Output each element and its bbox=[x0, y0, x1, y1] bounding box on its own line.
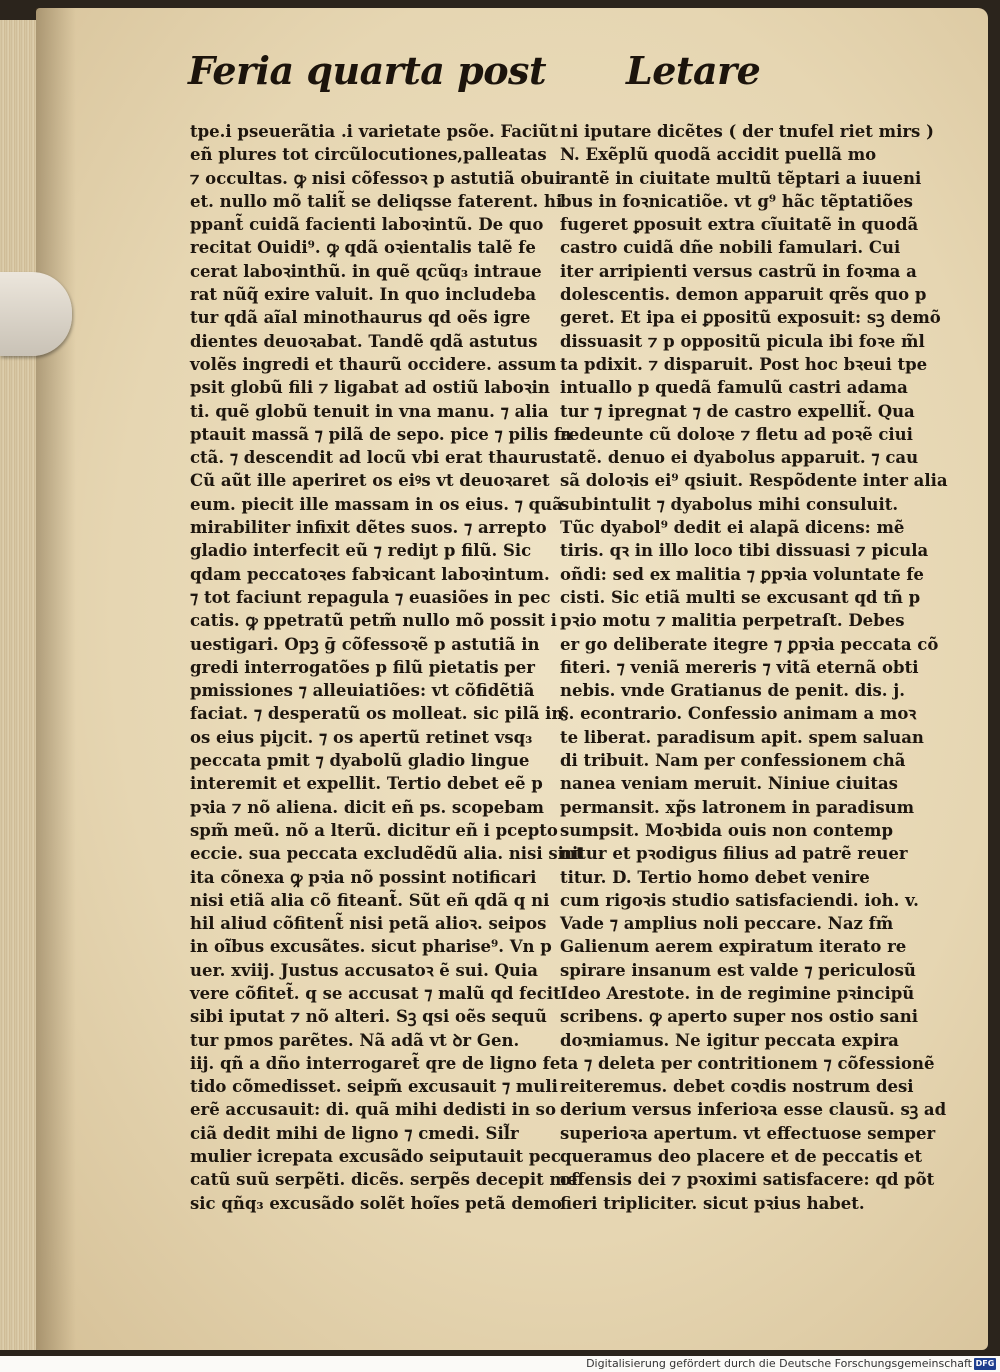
text-line: dolescentis. demon apparuit qrẽs quo p bbox=[560, 285, 927, 305]
text-line: scribens. ꝙ aperto super nos ostio sani bbox=[560, 1007, 919, 1027]
text-line: et. nullo mõ talit̃ se deliqsse faterent. hi bbox=[190, 191, 563, 211]
text-line: os eius piȷcit. ⁊ os apertũ retinet vsq₃ bbox=[190, 727, 533, 747]
text-line: tido cõmedisset. seipm̃ excusauit ⁊ muli bbox=[190, 1077, 558, 1097]
text-line: tur pmos parẽtes. Nã adã vt ꝺr Gen. bbox=[190, 1030, 520, 1050]
text-line: fieri tripliciter. sicut pꝛius habet. bbox=[560, 1193, 865, 1213]
text-line: er go deliberate itegre ⁊ ꝑpꝛia peccata cõ bbox=[560, 634, 939, 654]
text-line: nebis. vnde Gratianus de penit. dis. j. bbox=[560, 681, 906, 701]
text-line: catũ suũ serpẽti. dicẽs. serpẽs decepit me bbox=[190, 1170, 578, 1190]
text-line: Ideo Arestote. in de regimine pꝛincipũ bbox=[560, 983, 915, 1003]
text-line: N. Exẽplũ quodã accidit puellã mo bbox=[560, 145, 877, 165]
text-line: geret. Et ipa ei ꝑpositũ exposuit: sꝫ demõ bbox=[560, 308, 941, 328]
text-line: tur qdã aĩal minothaurus qd oẽs igre bbox=[190, 308, 531, 328]
text-line: vere cõfitet̃. q se accusat ⁊ malũ qd fecit bbox=[190, 983, 561, 1003]
text-line: ta pdixit. ⁊ disparuit. Post hoc bꝛeui tpe bbox=[560, 354, 928, 374]
text-line: tur ⁊ ipregnat ⁊ de castro expellit̃. Qua bbox=[560, 401, 915, 421]
running-head-left: Feria quarta post bbox=[188, 48, 546, 93]
text-line: interemit et expellit. Tertio debet eẽ p bbox=[190, 774, 543, 794]
text-line: rantẽ in ciuitate multũ tẽptari a iuueni bbox=[560, 168, 922, 188]
text-line: ctã. ⁊ descendit ad locũ vbi erat thaurus bbox=[190, 448, 561, 468]
text-line: iter arripienti versus castrũ in foꝛma a bbox=[560, 261, 917, 281]
text-line: pꝛio motu ⁊ malitia perpetraſt. Debes bbox=[560, 611, 905, 631]
text-line: eccie. sua peccata excludẽdũ alia. nisi sint bbox=[190, 844, 584, 864]
text-line: fiteri. ⁊ veniã mereris ⁊ vitã eternã obti bbox=[560, 657, 919, 677]
text-line: erẽ accusauit: di. quã mihi dedisti in so bbox=[190, 1100, 556, 1120]
text-line: ciã dedit mihi de ligno ⁊ cmedi. Sil̃r bbox=[190, 1123, 519, 1143]
text-line: gredi interrogatões p filũ pietatis per bbox=[190, 657, 535, 677]
text-line: iij. qñ a dño interrogaret̃ qre de ligno fe bbox=[190, 1053, 561, 1073]
text-line: psit globũ fili ⁊ ligabat ad ostiũ laboꝛin bbox=[190, 378, 550, 398]
text-line: ni iputare dicẽtes ( der tnufel riet mirs ) bbox=[560, 122, 934, 141]
text-line: queramus deo placere et de peccatis et bbox=[560, 1147, 923, 1167]
text-line: tiris. qꝛ in illo loco tibi dissuasi ⁊ picula bbox=[560, 541, 929, 561]
text-line: mirabiliter infixit dẽtes suos. ⁊ arrepto bbox=[190, 518, 547, 538]
text-line: ⁊ tot faciunt repagula ⁊ euasiões in pec bbox=[190, 587, 551, 607]
text-line: tatẽ. denuo ei dyabolus apparuit. ⁊ cau bbox=[560, 448, 919, 468]
funding-credit: Digitalisierung gefördert durch die Deutsche Forschungsgemeinschaft bbox=[586, 1357, 972, 1370]
text-line: hil aliud cõfitent̃ nisi petã alioꝛ. seipos bbox=[190, 914, 547, 934]
running-head-right: Letare bbox=[626, 48, 761, 93]
text-line: eñ plures tot circũlocutiones,palleatas bbox=[190, 145, 547, 165]
text-line: Cũ aũt ille aperiret os eiꝰs vt deuoꝛaret bbox=[190, 471, 550, 491]
text-column-left bbox=[190, 120, 584, 1215]
text-line: pmissiones ⁊ alleuiatiões: vt cõfidẽtiã bbox=[190, 681, 535, 701]
text-line: spm̃ meũ. nõ a lterũ. dicitur eñ i pcepto bbox=[190, 820, 558, 840]
text-line: di tribuit. Nam per confessionem chã bbox=[560, 751, 906, 771]
book-page-edges bbox=[0, 20, 40, 1350]
text-line: catis. ꝙ ppetratũ petm̃ nullo mõ possit i bbox=[190, 611, 557, 631]
text-line: sibi iputat ⁊ nõ alteri. Sꝫ qsi oẽs sequũ bbox=[190, 1007, 547, 1027]
text-line: permansit. xp̃s latronem in paradisum bbox=[560, 797, 915, 817]
text-line: tpe.i pseuerãtia .i varietate psõe. Faciũt bbox=[190, 122, 558, 141]
text-line: peccata pmit ⁊ dyabolũ gladio lingue bbox=[190, 751, 530, 771]
text-line: uer. xviij. Justus accusatoꝛ ẽ sui. Quia bbox=[190, 960, 538, 980]
text-line: mulier icrepata excusãdo seiputauit pec bbox=[190, 1147, 561, 1167]
text-line: Tũc dyabol⁹ dedit ei alapã dicens: mẽ bbox=[560, 518, 905, 538]
text-line: sã doloꝛis ei⁹ qsiuit. Respõdente inter alia bbox=[560, 471, 948, 491]
text-line: ta ⁊ deleta per contritionem ⁊ cõfessionẽ bbox=[560, 1053, 935, 1073]
text-line: ita cõnexa ꝙ pꝛia nõ possint notificari bbox=[190, 867, 537, 887]
text-line: uestigari. Opꝫ ḡ cõfessoꝛẽ p astutiã in bbox=[190, 634, 540, 654]
text-line: nisi etiã alia cõ fiteant̃. Sũt eñ qdã q ni bbox=[190, 890, 550, 910]
text-line: spirare insanum est valde ⁊ periculosũ bbox=[560, 960, 916, 980]
text-line: fugeret ꝑposuit extra cĩuitatẽ in quodã bbox=[560, 215, 919, 235]
text-line: sumpsit. Moꝛbida ouis non contemp bbox=[560, 820, 894, 840]
text-line: gladio interfecit eũ ⁊ rediȷt p filũ. Sic bbox=[190, 541, 532, 561]
text-line: volẽs ingredi et thaurũ occidere. assum bbox=[190, 354, 557, 374]
text-line: eum. piecit ille massam in os eius. ⁊ quã bbox=[190, 494, 563, 514]
text-line: bus in foꝛnicatiõe. vt g⁹ hãc tẽptatiões bbox=[560, 191, 913, 211]
text-line: ppant̃ cuidã facienti laboꝛintũ. De quo bbox=[190, 215, 544, 235]
text-line: cisti. Sic etiã multi se excusant qd tñ p bbox=[560, 587, 921, 607]
text-line: recitat Ouidi⁹. ꝙ qdã oꝛientalis talẽ fe bbox=[190, 238, 536, 258]
text-line: in oĩbus excusãtes. sicut pharise⁹. Vn p bbox=[190, 937, 552, 957]
text-line: §. econtrario. Confessio animam a moꝛ bbox=[560, 704, 917, 724]
text-line: ti. quẽ globũ tenuit in vna manu. ⁊ alia bbox=[190, 401, 549, 421]
text-line: faciat. ⁊ desperatũ os molleat. sic pilã in bbox=[190, 704, 564, 724]
text-line: redeunte cũ doloꝛe ⁊ fletu ad poꝛẽ ciui bbox=[560, 424, 913, 444]
text-line: pꝛia ⁊ nõ aliena. dicit eñ ps. scopebam bbox=[190, 797, 544, 817]
text-line: Galienum aerem expiratum iterato re bbox=[560, 937, 907, 957]
text-line: derium versus inferioꝛa esse clausũ. sꝫ ad bbox=[560, 1100, 947, 1120]
text-line: sic qñq₃ excusãdo solẽt hoĩes petã demo bbox=[190, 1193, 562, 1213]
text-line: reiteremus. debet coꝛdis nostrum desi bbox=[560, 1077, 914, 1097]
text-line: subintulit ⁊ dyabolus mihi consuluit. bbox=[560, 494, 899, 514]
text-line: qdam peccatoꝛes fabꝛicant laboꝛintum. bbox=[190, 564, 550, 584]
text-line: titur. D. Tertio homo debet venire bbox=[560, 867, 870, 887]
text-line: te liberat. paradisum apit. spem saluan bbox=[560, 727, 924, 747]
text-line: oñdi: sed ex malitia ⁊ ꝑpꝛia voluntate fe bbox=[560, 564, 924, 584]
text-line: superioꝛa apertum. vt effectuose semper bbox=[560, 1123, 936, 1143]
text-line: nanea veniam meruit. Niniue ciuitas bbox=[560, 774, 898, 794]
gutter-shadow bbox=[36, 8, 76, 1350]
text-line: cum rigoꝛis studio satisfaciendi. ioh. v. bbox=[560, 890, 919, 910]
text-line: Vade ⁊ amplius noli peccare. Naz fm̃ bbox=[560, 914, 894, 934]
dfg-logo: DFG bbox=[975, 1359, 995, 1368]
text-line: rat nũq̃ exire valuit. In quo includeba bbox=[190, 285, 537, 305]
text-line: dissuasit ⁊ p oppositũ picula ibi foꝛe m̃l bbox=[560, 331, 925, 351]
text-line: ptauit massã ⁊ pilã de sepo. pice ⁊ pilis fa bbox=[190, 424, 572, 444]
text-line: doꝛmiamus. Ne igitur peccata expira bbox=[560, 1030, 899, 1050]
text-line: castro cuidã dñe nobili famulari. Cui bbox=[560, 238, 901, 258]
text-line: offensis dei ⁊ pꝛoximi satisfacere: qd põt bbox=[560, 1170, 935, 1190]
text-line: ⁊ occultas. ꝙ nisi cõfessoꝛ p astutiã obui bbox=[190, 168, 562, 188]
text-line: dientes deuoꝛabat. Tandẽ qdã astutus bbox=[190, 331, 538, 351]
text-column-right bbox=[560, 120, 948, 1215]
text-line: nitur et pꝛodigus filius ad patrẽ reuer bbox=[560, 844, 908, 864]
text-line: cerat laboꝛinthũ. in quẽ ɋcũq₃ intraue bbox=[190, 261, 542, 281]
text-line: intuallo p quedã famulũ castri adama bbox=[560, 378, 908, 398]
